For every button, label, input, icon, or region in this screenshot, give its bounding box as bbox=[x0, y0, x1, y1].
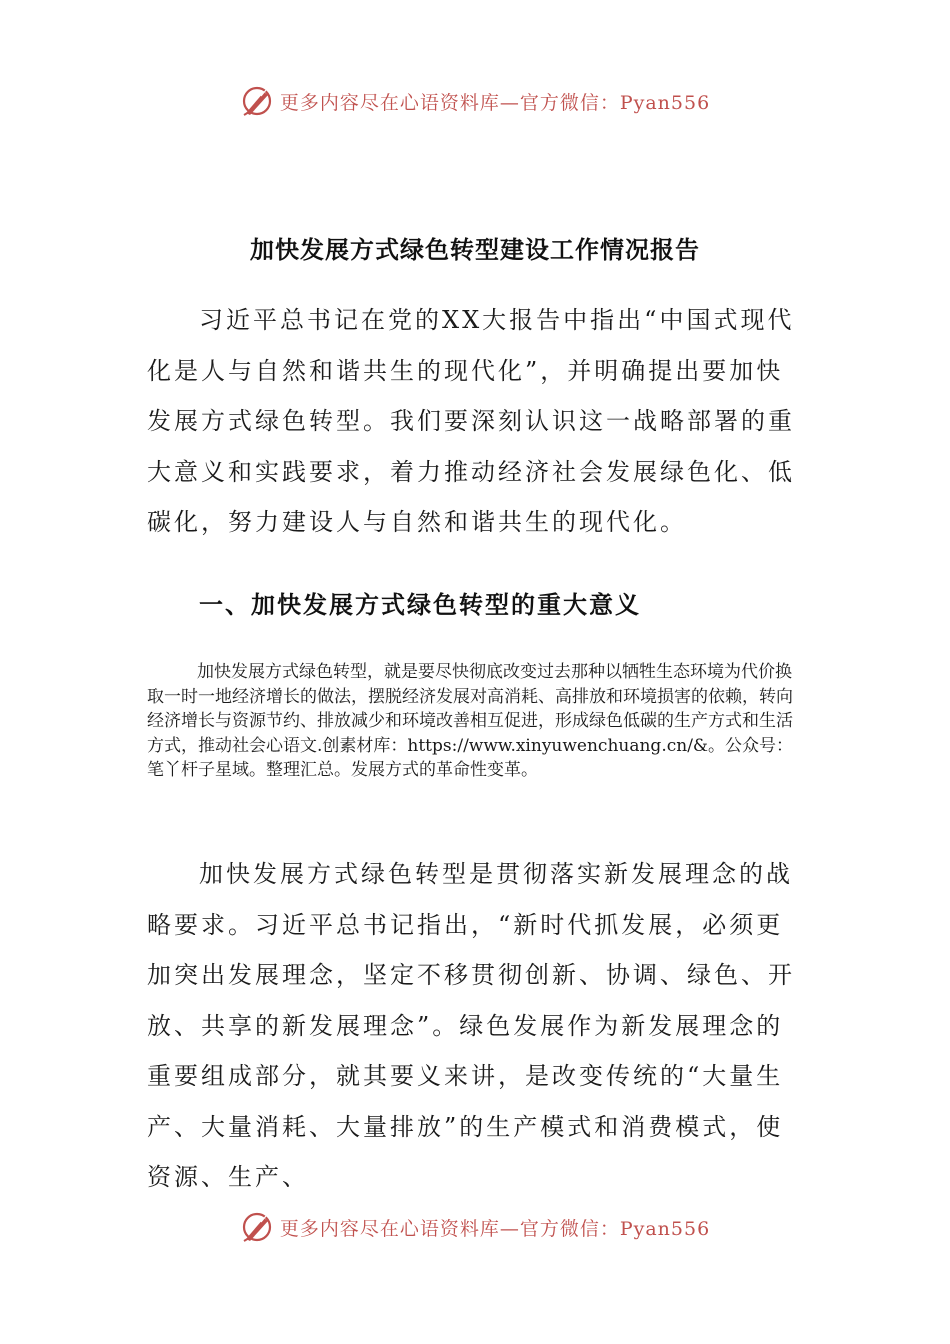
paragraph-strategic-requirement: 加快发展方式绿色转型是贯彻落实新发展理念的战略要求。习近平总书记指出，“新时代抓发展，必须更加突出发展理念，坚定不移贯彻创新、协调、绿色、开放、共享的新发展理念”。绿色发展作为新发展理念的重要组成部分，就其要义来讲，是改变传统的“大量生产、大量消耗、大量排放”的生产模式和消费模式，使资源、生产、 bbox=[147, 860, 795, 1191]
section-heading-1: 一、加快发展方式绿色转型的重大意义 bbox=[199, 590, 641, 619]
paragraph-intro: 习近平总书记在党的XX大报告中指出“中国式现代化是人与自然和谐共生的现代化”，并明确提出要加快发展方式绿色转型。我们要深刻认识这一战略部署的重大意义和实践要求，着力推动经济社会发展绿色化、低碳化，努力建设人与自然和谐共生的现代化。 bbox=[147, 306, 795, 536]
header-banner bbox=[0, 84, 950, 118]
footer-banner-text: 更多内容尽在心语资料库—官方微信：Pyan556 bbox=[279, 1217, 711, 1240]
document-title: 加快发展方式绿色转型建设工作情况报告 bbox=[250, 235, 700, 265]
paragraph-significance: 加快发展方式绿色转型，就是要尽快彻底改变过去那种以牺牲生态环境为代价换取一时一地经济增长的做法，摆脱经济发展对高消耗、高排放和环境损害的依赖，转向经济增长与资源节约、排放减少和环境改善相互促进，形成绿色低碳的生产方式和生活方式，推动社会心语文.创素材库：https://www.xinyuwenchuang.cn/&。公众号：笔丫杆子星域。整理汇总。发展方式的革命性变革。 bbox=[147, 662, 794, 780]
quill-pen-logo-icon bbox=[240, 1210, 274, 1244]
footer-banner bbox=[0, 1210, 950, 1244]
quill-pen-logo-icon bbox=[240, 84, 274, 118]
header-banner-text: 更多内容尽在心语资料库—官方微信：Pyan556 bbox=[279, 91, 711, 114]
